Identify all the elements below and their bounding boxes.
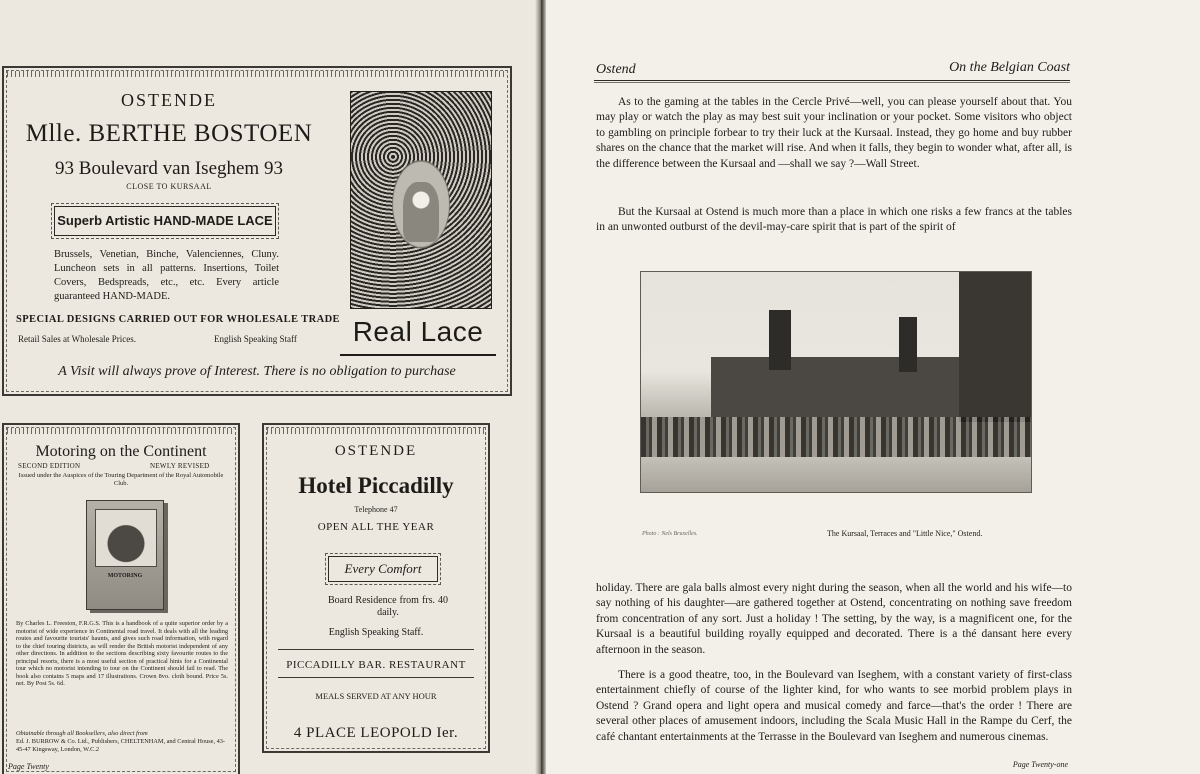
lace-ad-shop-name: Mlle. BERTHE BOSTOEN	[25, 120, 313, 147]
kursaal-photograph	[640, 271, 1032, 493]
lace-ad-staff-note: English Speaking Staff	[214, 334, 297, 344]
ornamental-border	[267, 428, 485, 434]
hotel-ad-staff: English Speaking Staff.	[328, 627, 424, 638]
hotel-ad-name: Hotel Piccadilly	[298, 473, 454, 498]
ornamental-border	[7, 71, 507, 77]
body-paragraph: As to the gaming at the tables in the Cercle Privé—well, you can please yourself about that. You may play or watch the play as may best suit your inclination or your pocket. Some visitors who object to gambling on principle forbear to try their luck at the Kursaal. Instead, they go home and buy rubber shares on the chance that the market will rise. And when it falls, they begin to wonder what, after all, is the difference between the Kursaal and —shall we say ?—Wall Street.	[596, 96, 1072, 170]
body-paragraph: But the Kursaal at Ostend is much more than a place in which one risks a few francs at the tables in an unwonted outburst of the devil-may-care spirit that is part of the spirit of	[596, 206, 1072, 234]
motoring-ad-revised: NEWLY REVISED	[150, 462, 210, 470]
hotel-ad-meals: MEALS SERVED AT ANY HOUR	[315, 691, 437, 701]
hotel-ad-divider	[278, 677, 474, 678]
book-cover-title: MOTORING	[107, 573, 143, 579]
header-rule	[594, 82, 1070, 83]
hotel-ad-address: 4 PLACE LEOPOLD Ier.	[293, 725, 459, 741]
ornamental-border	[7, 428, 235, 434]
running-head-left: Ostend	[596, 62, 636, 77]
motoring-ad-blurb: By Charles L. Freeston, F.R.G.S. This is a handbook of a quite superior order by a motorist of wide experience in Continental road travel. It deals with all the leading routes and favourite tourists' haunts, and gives such road information, with regard to the chief touring districts, as will render the British motorist independent of any other directions. In addition to the sections describing sixty favourite routes to the principal resorts, there is a most useful section of practical hints for a Continental tour which no motorist intending to tour on the Continent should fail to read. The book also contains 5 maps and 17 illustrations. Crown 8vo. cloth bound. Price 5s. net. By Post 5s. 6d.	[16, 620, 228, 687]
body-paragraph: holiday. There are gala balls almost every night during the season, when all the world and his wife—to say nothing of his daughter—are gathered together at Ostend, concentrating on nothing save freedom from concentration of any sort. Just a holiday ! The setting, by the way, is a magnificent one, for the Kursaal is a beautiful building royally equipped and decorated. There is a thé dansant here every afternoon in the season.	[596, 582, 1072, 656]
lace-ad-description: Brussels, Venetian, Binche, Valenciennes, Cluny. Luncheon sets in all patterns. Insertions, Toilet Covers, Bedspreads, etc., etc. Every article guaranteed HAND-MADE.	[54, 249, 279, 302]
kursaal-tower	[899, 317, 917, 372]
motoring-ad-title: Motoring on the Continent	[35, 443, 207, 460]
left-page-number: Page Twenty	[8, 762, 49, 771]
body-paragraph: There is a good theatre, too, in the Boulevard van Iseghem, with a constant variety of first-class entertainment chiefly of course of the lighter kind, for who wants to see morbid problem plays in Ostend ? Grand opera and light opera and musical comedy and farce—that's the order ! There are several other places of amusement indoors, including the Scala Music Hall in the Rampe du Cerf, the café chantant entertainments at the Terrasse in the Boulevard van Iseghem and numerous cinemas.	[596, 669, 1072, 743]
book-cover-picture	[95, 509, 157, 567]
hotel-advertisement	[262, 423, 490, 753]
lace-illustration	[350, 91, 492, 309]
motoring-ad-obtainable: Obtainable through all Booksellers, also direct from	[16, 730, 148, 737]
book-cover-image	[86, 500, 164, 610]
lace-ad-location-note: CLOSE TO KURSAAL	[126, 182, 212, 191]
terrace-building	[959, 272, 1031, 422]
photo-credit: Photo : Nels Bruxelles.	[642, 531, 698, 537]
right-page	[546, 0, 1200, 774]
lace-ad-retail-note: Retail Sales at Wholesale Prices.	[18, 334, 137, 344]
running-head-right: On the Belgian Coast	[949, 60, 1070, 75]
hotel-ad-telephone: Telephone 47	[354, 505, 398, 514]
promenade-ground	[641, 457, 1031, 492]
lace-ad-address: 93 Boulevard van Iseghem 93	[55, 158, 283, 179]
header-rule	[594, 80, 1070, 81]
photo-caption: The Kursaal, Terraces and "Little Nice," Ostend.	[827, 529, 983, 538]
motoring-ad-edition: SECOND EDITION	[18, 462, 81, 470]
hotel-ad-open: OPEN ALL THE YEAR	[317, 521, 435, 533]
hotel-ad-board: Board Residence from frs. 40 daily.	[328, 595, 448, 618]
hotel-ad-divider	[278, 649, 474, 650]
lace-shop-advertisement	[2, 66, 512, 396]
lace-figure-motif	[403, 182, 439, 242]
lace-ad-boxed-headline: Superb Artistic HAND-MADE LACE	[54, 206, 276, 236]
lace-ad-city: OSTENDE	[121, 90, 217, 110]
kursaal-building	[711, 357, 961, 417]
crowd	[641, 417, 1031, 457]
kursaal-tower	[769, 310, 791, 370]
left-page	[0, 0, 538, 774]
motoring-ad-issued-by: Issued under the Auspices of the Touring Department of the Royal Automobile Club.	[18, 472, 224, 487]
motoring-book-advertisement	[2, 423, 240, 774]
hotel-ad-bar: PICCADILLY BAR. RESTAURANT	[286, 659, 466, 671]
lace-ad-visit-line: A Visit will always prove of Interest. There is no obligation to purchase	[58, 364, 456, 379]
hotel-ad-city: OSTENDE	[334, 443, 418, 459]
real-lace-logo: Real Lace	[340, 314, 496, 356]
hotel-ad-comfort-box: Every Comfort	[328, 556, 438, 582]
right-page-number: Page Twenty-one	[1012, 760, 1068, 769]
lace-ad-special-designs: SPECIAL DESIGNS CARRIED OUT FOR WHOLESALE TRADE	[16, 314, 340, 325]
motoring-ad-publisher: Ed. J. BURROW & Co. Ltd., Publishers, CHELTENHAM, and Central House, 43-45-47 Kingsway, London, W.C.2	[16, 738, 226, 753]
